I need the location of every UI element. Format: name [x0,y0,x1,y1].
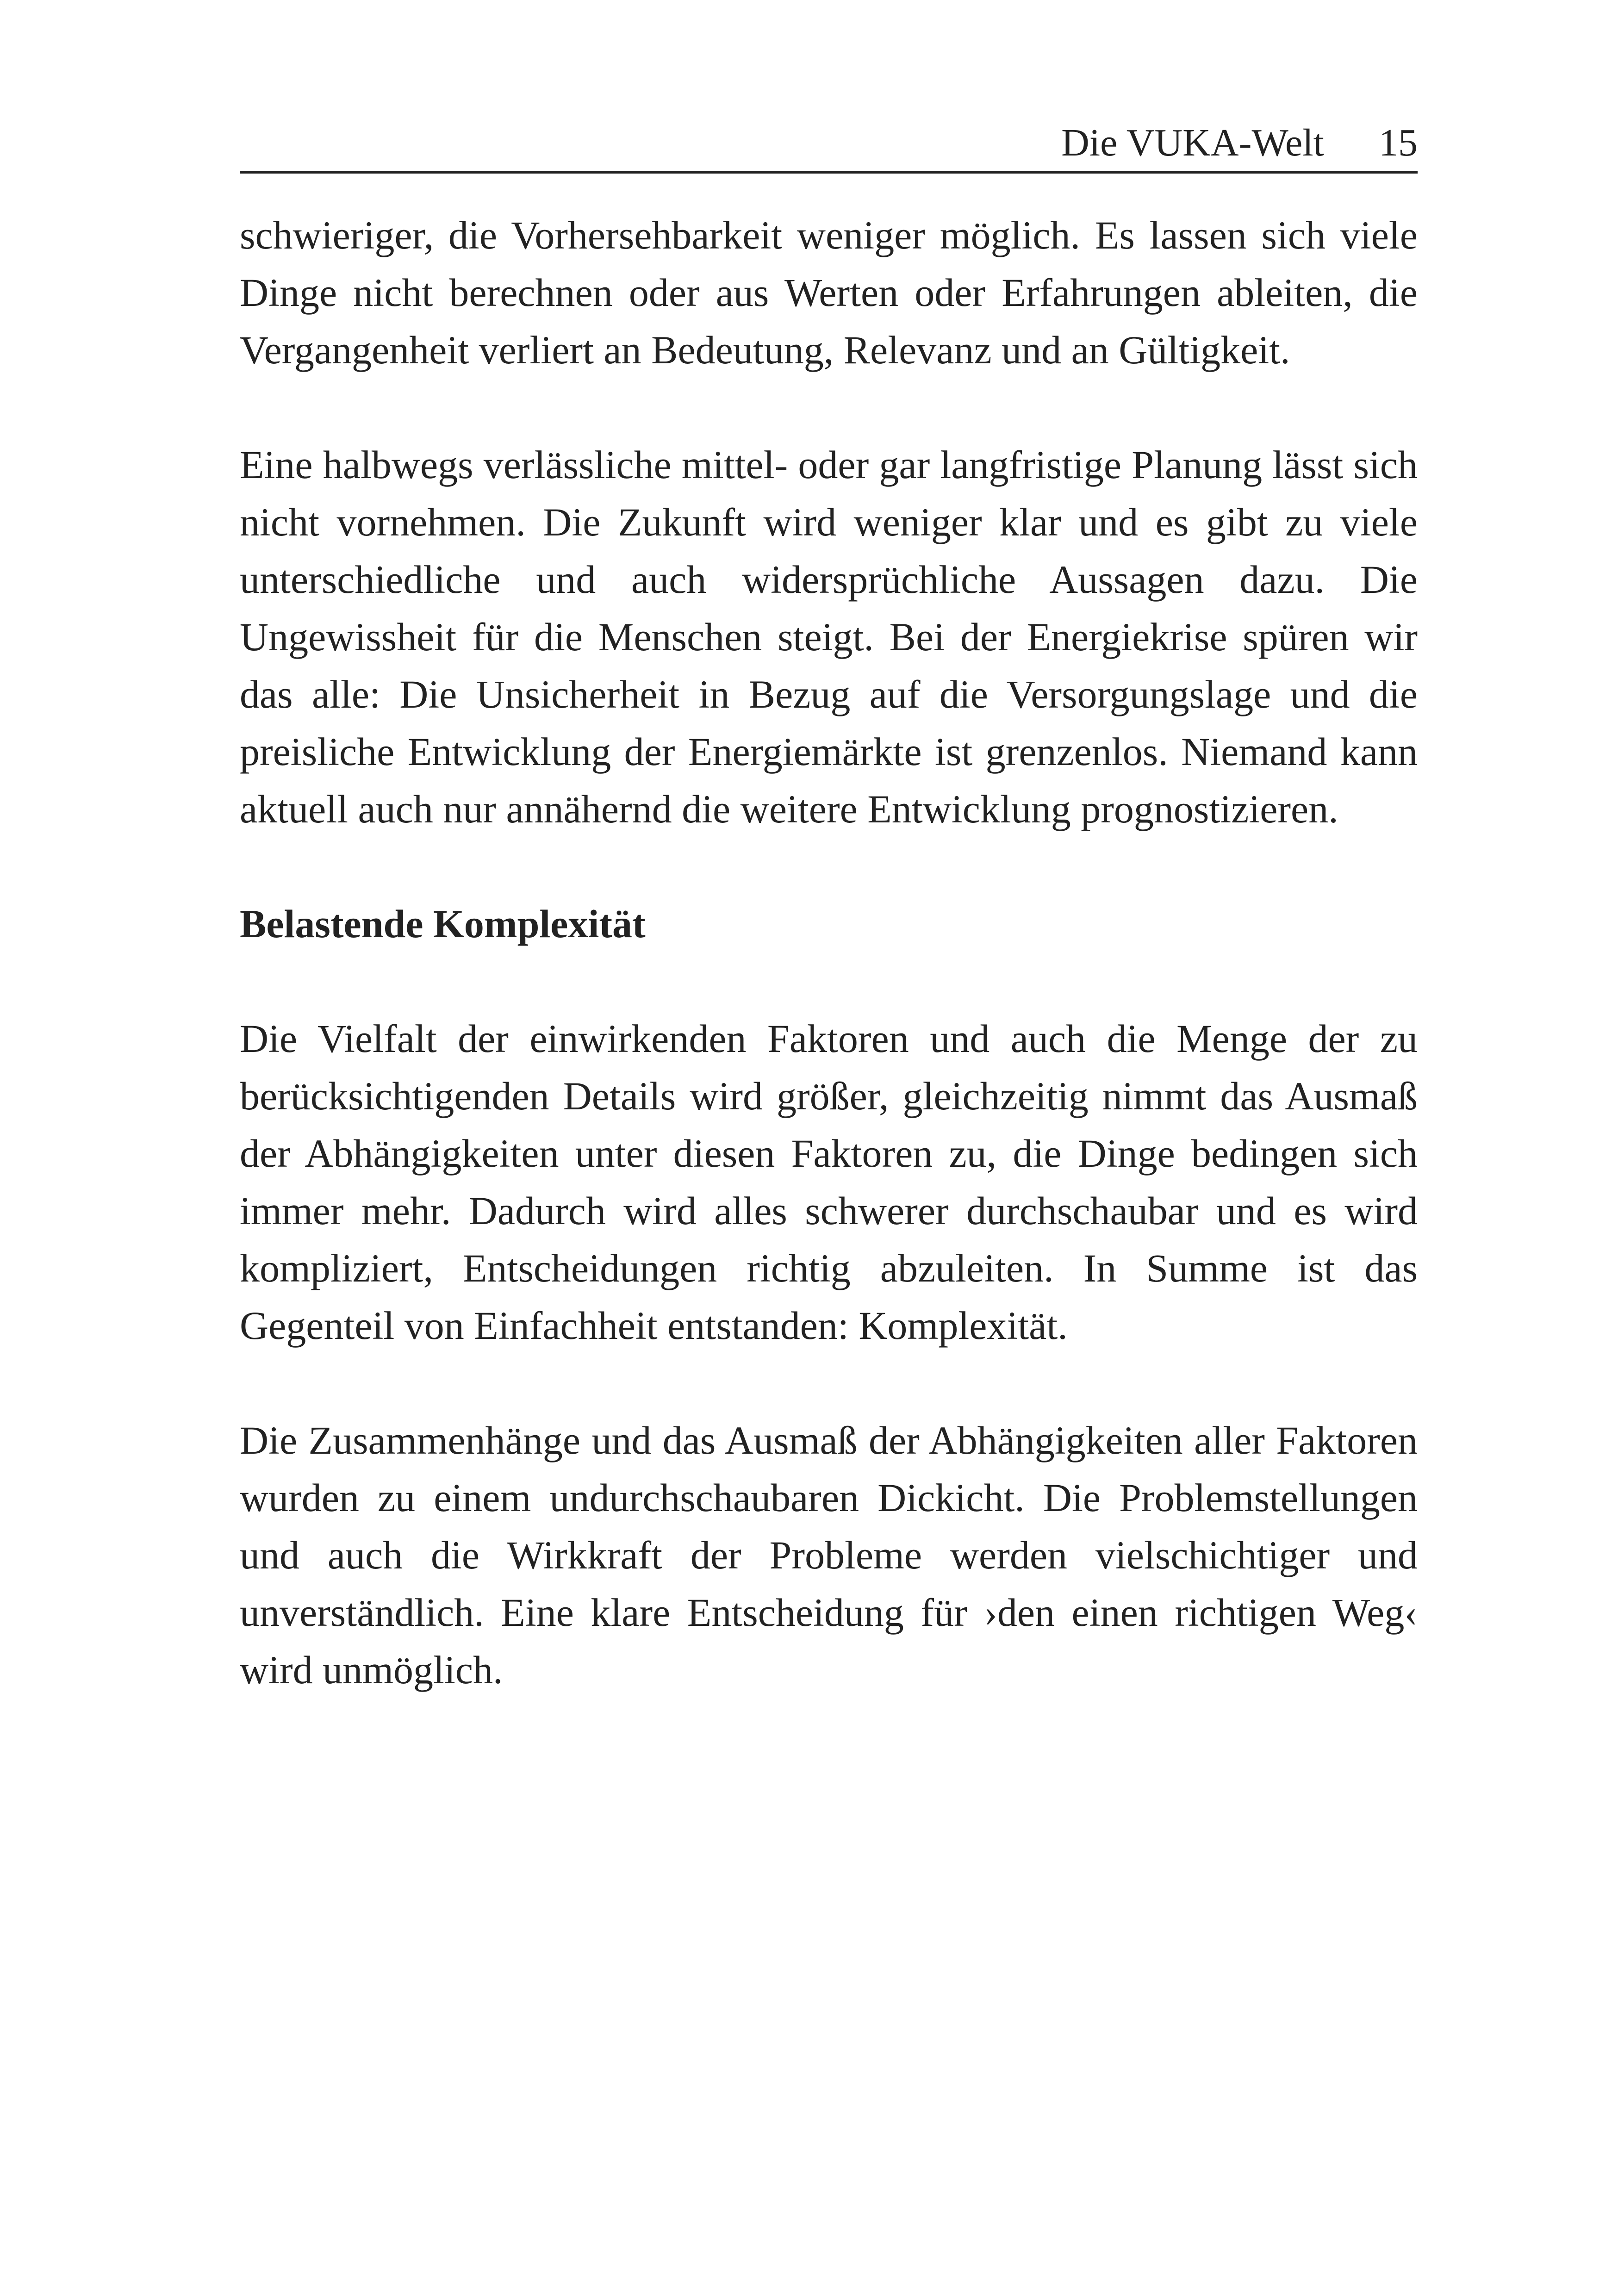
running-title: Die VUKA-Welt [1061,121,1324,164]
page-content [240,206,1418,1699]
paragraph-2: Eine halbwegs verlässliche mittel- oder gar langfristige Planung lässt sich nicht vornehmen. Die Zukunft wird weniger klar und es gibt zu viele unterschiedliche und auch widersprüchliche Aussagen dazu. Die Ungewissheit für die Menschen steigt. Bei der Energiekrise spüren wir das alle: Die Unsicherheit in Bezug auf die Versorgungslage und die preisliche Entwicklung der Energiemärkte ist grenzenlos. Niemand kann aktuell auch nur annähernd die weitere Entwicklung prognostizieren. [240,442,1418,831]
paragraph-1: schwieriger, die Vorhersehbarkeit weniger möglich. Es lassen sich viele Dinge nicht berechnen oder aus Werten oder Erfahrungen ableiten, die Vergangenheit verliert an Bedeutung, Relevanz und an Gültigkeit. [240,213,1418,372]
section-heading: Belastende Komplexität [240,902,646,946]
paragraph-3: Die Vielfalt der einwirkenden Faktoren und auch die Menge der zu berücksichtigenden Details wird größer, gleichzeitig nimmt das Ausmaß der Abhängigkeiten unter diesen Faktoren zu, die Dinge bedingen sich immer mehr. Dadurch wird alles schwerer durchschaubar und es wird kompliziert, Entscheidungen richtig abzuleiten. In Summe ist das Gegenteil von Einfachheit entstanden: Komplexität. [240,1016,1418,1348]
running-header [240,109,1418,174]
paragraph-4: Die Zusammenhänge und das Ausmaß der Abhängigkeiten aller Faktoren wurden zu einem undurchschaubaren Dickicht. Die Problemstellungen und auch die Wirkkraft der Probleme werden vielschichtiger und unverständlich. Eine klare Entscheidung für ›den einen richtigen Weg‹ wird unmöglich. [240,1418,1418,1692]
page-number: 15 [1379,121,1418,164]
